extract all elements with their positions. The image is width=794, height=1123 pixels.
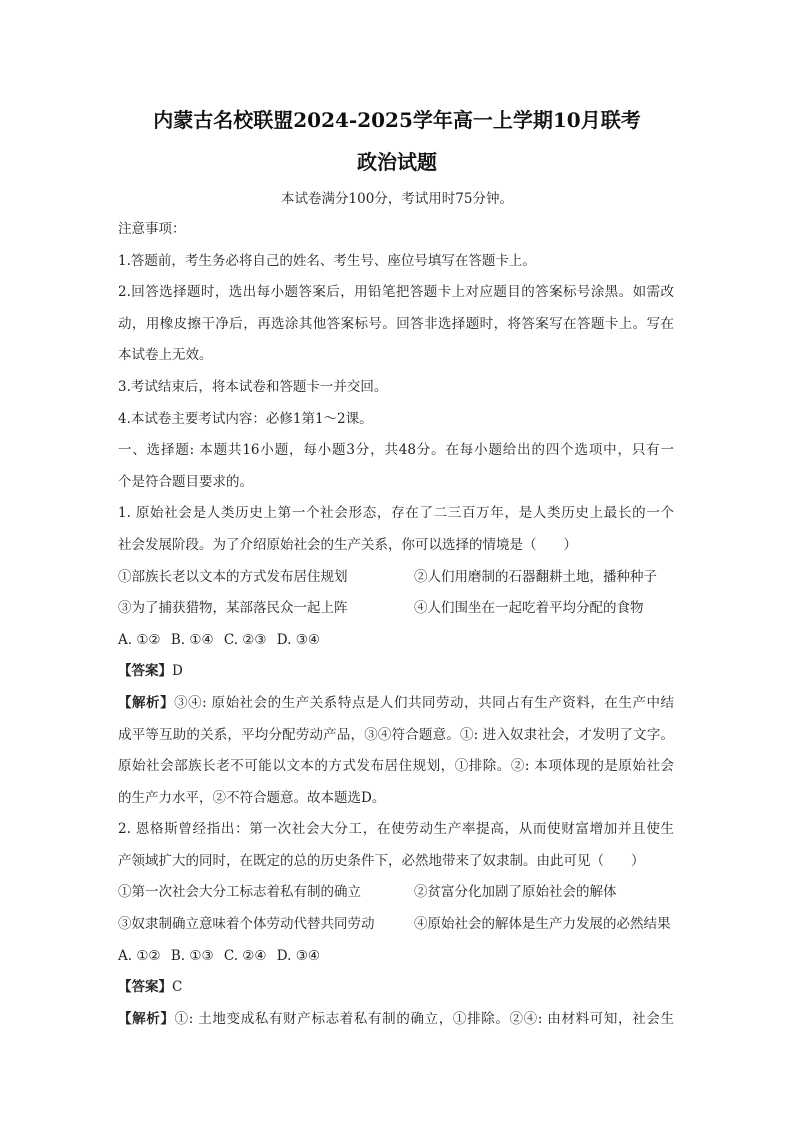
q2-analysis [118, 1004, 674, 1036]
q1-stem: 社会发展阶段。为了介绍原始社会的生产关系，你可以选择的情境是（ ） [118, 536, 577, 553]
q1-analysis: 成平等互助的关系，平均分配劳动产品，③④符合题意。①: 进入奴隶社会，才发明了文字。 [118, 726, 674, 743]
q1-option: ②人们用磨制的石器翻耕土地，播种种子 [414, 568, 657, 585]
exam-content [118, 214, 674, 1035]
q2-choice-a: A. ①② [118, 947, 161, 964]
q1-choice-d: D. ③④ [276, 631, 320, 648]
answer-label: 【答案】 [118, 979, 172, 996]
answer-label: 【答案】 [118, 663, 172, 680]
notice-item: 2.回答选择题时，选出每小题答案后，用铅笔把答题卡上对应题目的答案标号涂黑。如需改 [118, 284, 674, 301]
q2-answer [118, 972, 674, 1004]
q1-option: ④人们围坐在一起吃着平均分配的食物 [414, 600, 644, 617]
q2-option: ①第一次社会大分工标志着私有制的确立 [118, 884, 361, 901]
exam-subtitle: 政治试题 [357, 150, 437, 174]
q1-choice-c: C. ②③ [223, 631, 267, 648]
q1-answer [118, 656, 674, 688]
q1-choice-b: B. ①④ [170, 631, 214, 648]
q2-stem: 产领域扩大的同时，在既定的总的历史条件下，必然地带来了奴隶制。由此可见（ ） [118, 852, 645, 869]
q1-option: ③为了捕获猎物，某部落民众一起上阵 [118, 600, 348, 617]
q1-options-row [118, 562, 674, 594]
exam-title: 内蒙古名校联盟2024-2025学年高一上学期10月联考 [153, 108, 641, 132]
q2-option: ④原始社会的解体是生产力发展的必然结果 [414, 916, 671, 933]
notice-item: 本试卷上无效。 [118, 347, 213, 364]
analysis-text: ③④: 原始社会的生产关系特点是人们共同劳动，共同占有生产资料，在生产中结 [174, 694, 674, 711]
q1-analysis: 原始社会部族长老不可能以文本的方式发布居住规划，①排除。②: 本项体现的是原始社会 [118, 758, 674, 775]
notice-item: 动，用橡皮擦干净后，再选涂其他答案标号。回答非选择题时，将答案写在答题卡上。写在 [118, 315, 674, 332]
notice-item: 3.考试结束后，将本试卷和答题卡一并交回。 [118, 378, 388, 395]
q1-analysis: 的生产力水平，②不符合题意。故本题选D。 [118, 789, 386, 806]
analysis-text: ①: 土地变成私有财产标志着私有制的确立，①排除。②④: 由材料可知，社会生 [174, 1010, 674, 1027]
section-heading: 一、选择题: 本题共16小题，每小题3分，共48分。在每小题给出的四个选项中，只有一 [118, 442, 674, 459]
q2-options-row [118, 909, 674, 941]
notice-item: 4.本试卷主要考试内容：必修1第1～2课。 [118, 410, 373, 427]
q2-choice-c: C. ②④ [223, 947, 267, 964]
q2-stem: 2. 恩格斯曾经指出：第一次社会大分工，在使劳动生产率提高，从而使财富增加并且使生 [118, 821, 674, 838]
q2-options-row [118, 877, 674, 909]
q1-analysis [118, 688, 674, 720]
notice-heading: 注意事项： [118, 221, 186, 237]
analysis-label: 【解析】 [118, 1010, 175, 1027]
q2-choice-b: B. ①③ [170, 947, 214, 964]
q1-stem: 1. 原始社会是人类历史上第一个社会形态，存在了二三百万年，是人类历史上最长的一个 [118, 505, 674, 522]
answer-value: C [172, 979, 183, 996]
q2-choices [118, 941, 674, 973]
q2-option: ②贫富分化加剧了原始社会的解体 [414, 884, 617, 901]
q1-option: ①部族长老以文本的方式发布居住规划 [118, 568, 348, 585]
q2-choice-d: D. ③④ [276, 947, 320, 964]
answer-value: D [172, 663, 183, 680]
analysis-label: 【解析】 [118, 694, 175, 711]
section-heading-cont: 个是符合题目要求的。 [118, 473, 253, 490]
q1-options-row [118, 593, 674, 625]
exam-intro: 本试卷满分100分，考试用时75分钟。 [281, 191, 513, 207]
q1-choice-a: A. ①② [118, 631, 161, 648]
q1-choices [118, 625, 674, 657]
q2-option: ③奴隶制确立意味着个体劳动代替共同劳动 [118, 916, 375, 933]
notice-item: 1.答题前，考生务必将自己的姓名、考生号、座位号填写在答题卡上。 [118, 252, 536, 269]
